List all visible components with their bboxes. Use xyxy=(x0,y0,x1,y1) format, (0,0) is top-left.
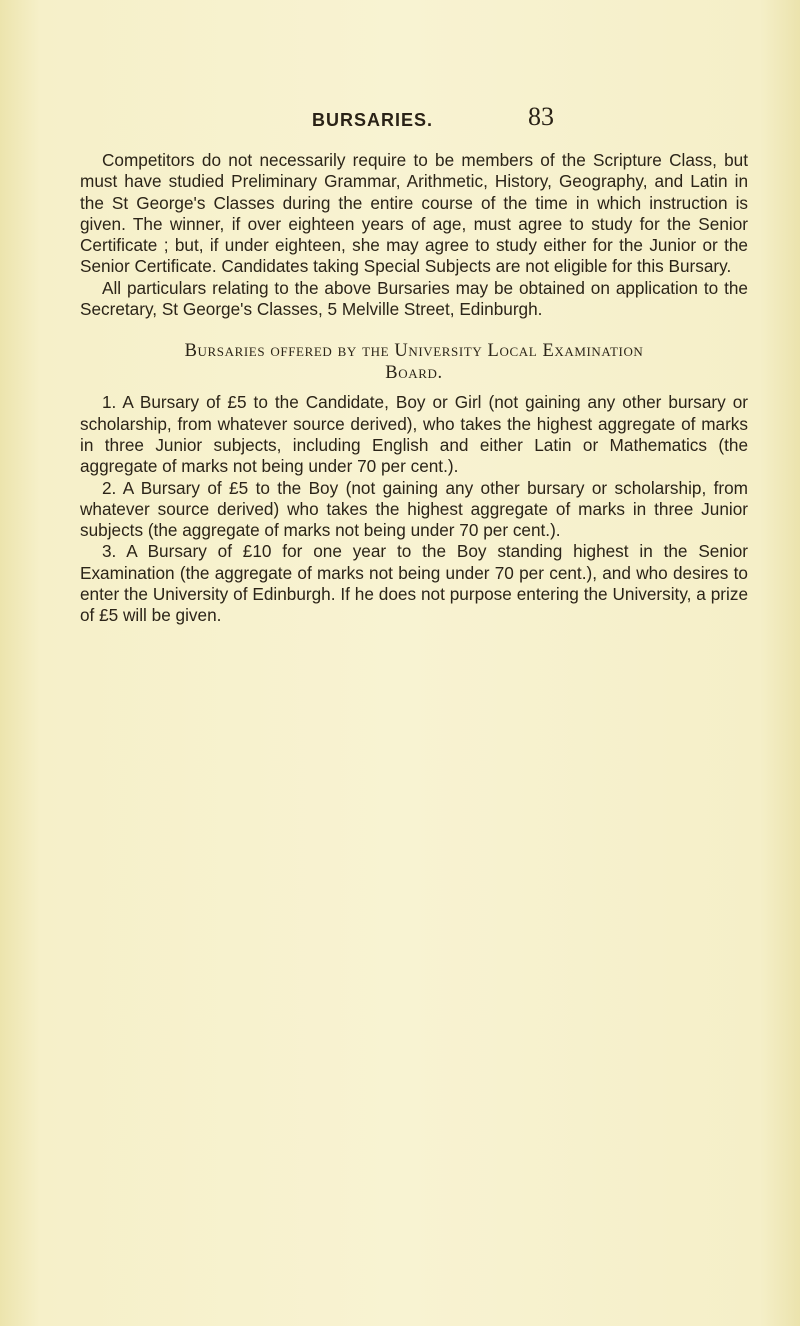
section-heading-line-1: Bursaries offered by the University Local Examination xyxy=(184,341,644,362)
intro-paragraph-1: Competitors do not necessarily require to be members of the Scripture Class, but must have studied Preliminary Grammar, Arithmetic, History, Geography, and Latin in the St George's Classes during the entire course of the time in which instruction is given. The winner, if over eighteen years of age, must agree to study for the Senior Certificate ; but, if under eighteen, she may agree to study either for the Junior or the Senior Certificate. Candidates taking Special Subjects are not eligible for this Bursary. xyxy=(80,150,748,277)
bursary-item-number: 1. xyxy=(102,392,117,413)
bursary-item-number: 2. xyxy=(102,477,117,498)
page-body xyxy=(80,150,748,627)
bursary-item-3 xyxy=(80,541,748,626)
bursary-item-2 xyxy=(80,478,748,542)
section-heading-line-2: Board. xyxy=(385,363,443,384)
bursary-item-text: A Bursary of £5 to the Boy (not gaining any other bursary or scholarship, from whatever source derived) who takes the highest aggregate of marks in three Junior subjects (the aggregate of marks not being under 70 per cent.). xyxy=(80,477,748,541)
running-head: BURSARIES. xyxy=(312,110,434,130)
bursary-item-text: A Bursary of £10 for one year to the Boy standing highest in the Senior Examination (the aggregate of marks not being under 70 per cent.), and who desires to enter the University of Edinburgh. If he does not purpose entering the University, a prize of £5 will be given. xyxy=(80,541,749,626)
intro-paragraph-2: All particulars relating to the above Bursaries may be obtained on application to the Secretary, St George's Classes, 5 Melville Street, Edinburgh. xyxy=(80,277,748,320)
page-header xyxy=(80,102,740,138)
bursary-item-text: A Bursary of £5 to the Candidate, Boy or Girl (not gaining any other bursary or scholarship, from whatever source derived), who takes the highest aggregate of marks in three Junior subjects, including English and either Latin or Mathematics (the aggregate of marks not being under 70 per cent.). xyxy=(80,392,748,477)
bursary-item-1 xyxy=(80,392,748,477)
page-number: 83 xyxy=(528,102,554,131)
bursary-item-number: 3. xyxy=(102,541,117,562)
section-heading xyxy=(80,340,748,384)
